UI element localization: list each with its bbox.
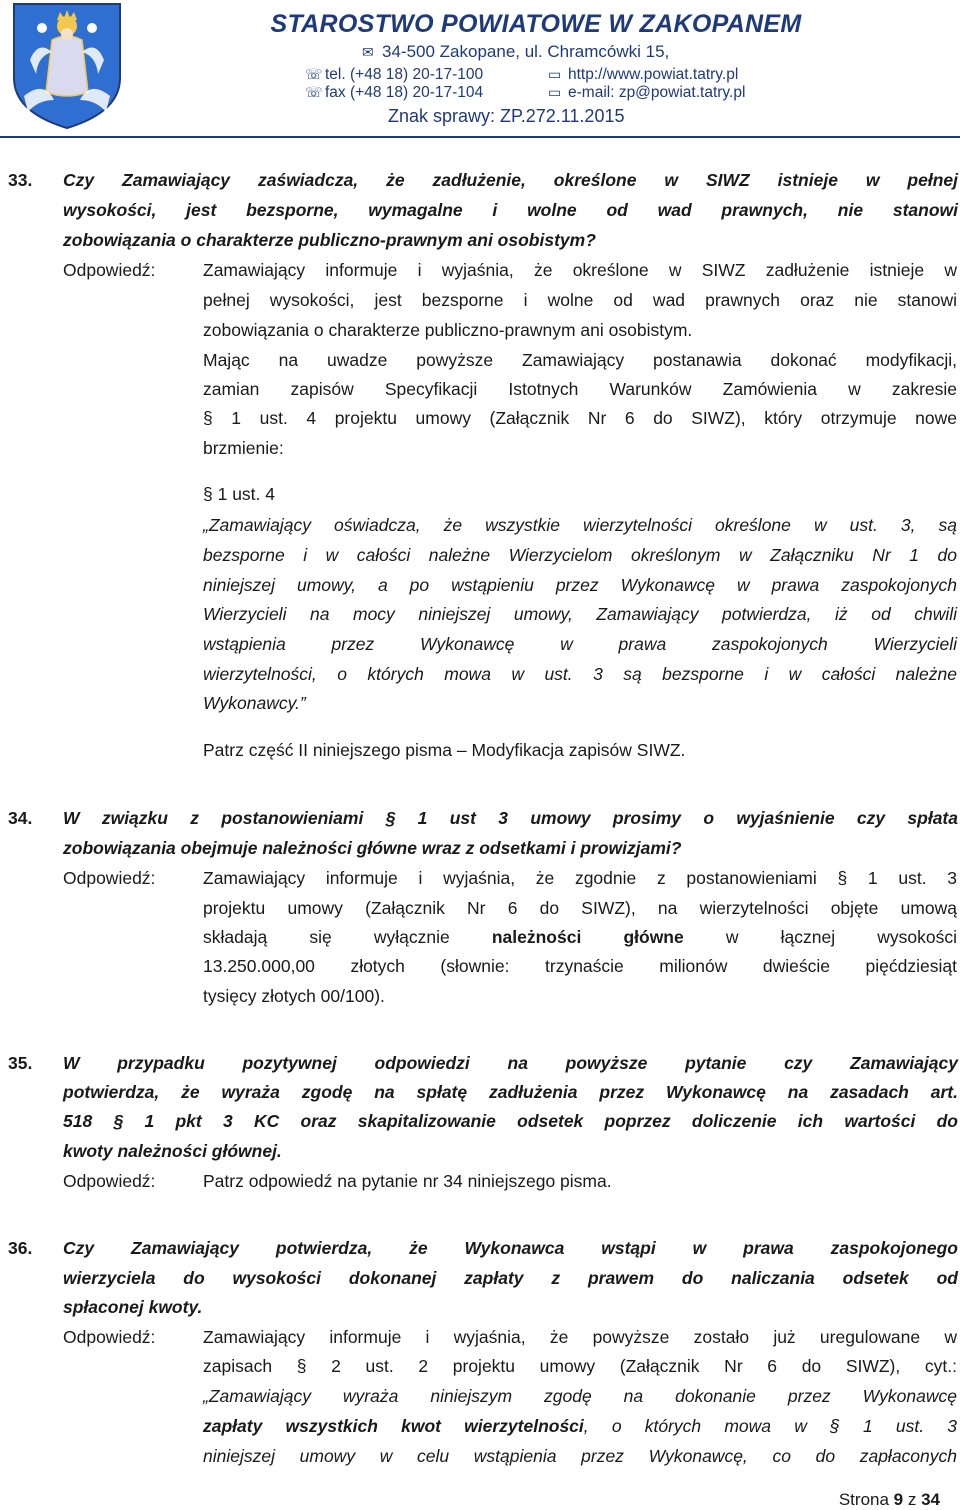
clause-heading: § 1 ust. 4	[203, 484, 275, 504]
quoted-clause: Wykonawcy.”	[203, 693, 306, 713]
question-number: 36.	[8, 1238, 33, 1258]
answer-text: projektu umowy (Załącznik Nr 6 do SIWZ), na wierzytelności objęte umową	[203, 898, 957, 918]
fax-phone-icon: ☏	[305, 84, 323, 100]
answer-text: brzmienie:	[203, 438, 284, 458]
quoted-clause: Wierzycieli na mocy niniejszej umowy, Zamawiający potwierdza, iż od chwili	[203, 604, 957, 624]
answer-text: zobowiązania o charakterze publiczno-prawnym ani osobistym.	[203, 320, 693, 340]
page-counter	[839, 1490, 940, 1510]
case-reference-number: Znak sprawy: ZP.272.11.2015	[388, 106, 625, 126]
answer-text: Zamawiający informuje i wyjaśnia, że określone w SIWZ zadłużenie istnieje w	[203, 260, 957, 280]
office-website[interactable]: ▭ http://www.powiat.tatry.pl	[548, 66, 739, 83]
question-text: 518 § 1 pkt 3 KC oraz skapitalizowanie odsetek poprzez doliczenie ich wartości do	[63, 1111, 958, 1131]
quoted-clause: wierzytelności, o których mowa w ust. 3 są bezsporne i w całości należne	[203, 664, 957, 684]
question-number: 35.	[8, 1053, 33, 1073]
answer-text: Mając na uwadze powyższe Zamawiający postanawia dokonać modyfikacji,	[203, 350, 957, 370]
question-number: 34.	[8, 808, 33, 828]
question-text: zobowiązania o charakterze publiczno-prawnym ani osobistym?	[63, 230, 596, 250]
question-text: potwierdza, że wyraża zgodę na spłatę zadłużenia przez Wykonawcę na zasadach art.	[63, 1082, 958, 1102]
quoted-clause: „Zamawiający wyraża niniejszym zgodę na dokonanie przez Wykonawcę	[203, 1386, 957, 1406]
office-phone: ☏ tel. (+48 18) 20-17-100	[305, 66, 484, 83]
header-divider	[0, 136, 960, 138]
answer-text-part: składają się wyłącznie	[203, 927, 492, 947]
quoted-emphasis: zapłaty wszystkich kwot wierzytelności	[203, 1416, 584, 1436]
page-counter-separator: z	[903, 1490, 922, 1509]
total-page-count: 34	[921, 1490, 940, 1509]
answer-text: 13.250.000,00 złotych (słownie: trzynaście milionów dwieście pięćdziesiąt	[203, 956, 957, 976]
office-name: STAROSTWO POWIATOWE W ZAKOPANEM	[270, 10, 802, 38]
answer-text-part: w łącznej wysokości	[683, 927, 957, 947]
letterhead	[0, 0, 960, 140]
quoted-clause-part: , o których mowa w § 1 ust. 3	[583, 1416, 957, 1436]
answer-label: Odpowiedź:	[63, 1327, 156, 1347]
question-text: wysokości, jest bezsporne, wymagalne i wolne od wad prawnych, nie stanowi	[63, 200, 958, 220]
quoted-clause: niniejszej umowy, a po wstąpieniu przez Wykonawcę w prawa zaspokojonych	[203, 575, 957, 595]
question-number: 33.	[8, 170, 33, 190]
answer-text: zapisach § 2 ust. 2 projektu umowy (Załącznik Nr 6 do SIWZ), cyt.:	[203, 1356, 957, 1376]
question-text: Czy Zamawiający zaświadcza, że zadłużenie, określone w SIWZ istnieje w pełnej	[63, 170, 958, 190]
computer-icon: ▭	[548, 66, 562, 82]
quoted-clause: niniejszej umowy w celu wstąpienia przez Wykonawcę, co do zapłaconych	[203, 1446, 957, 1466]
answer-text: Zamawiający informuje i wyjaśnia, że powyższe zostało już uregulowane w	[203, 1327, 957, 1347]
office-email[interactable]: ▭ e-mail: zp@powiat.tatry.pl	[548, 84, 746, 101]
quoted-clause	[203, 1416, 957, 1436]
question-text: W związku z postanowieniami § 1 ust 3 umowy prosimy o wyjaśnienie czy spłata	[63, 808, 958, 828]
question-text: kwoty należności głównej.	[63, 1141, 282, 1161]
answer-reference: Patrz część II niniejszego pisma – Modyfikacja zapisów SIWZ.	[203, 740, 686, 760]
answer-text: zamian zapisów Specyfikacji Istotnych Warunków Zamówienia w zakresie	[203, 379, 957, 399]
answer-label: Odpowiedź:	[63, 1171, 156, 1191]
question-text: W przypadku pozytywnej odpowiedzi na powyższe pytanie czy Zamawiający	[63, 1053, 958, 1073]
answer-text: Zamawiający informuje i wyjaśnia, że zgodnie z postanowieniami § 1 ust. 3	[203, 868, 957, 888]
computer-icon: ▭	[548, 84, 562, 100]
answer-text	[203, 927, 957, 947]
phone-icon: ☏	[305, 66, 323, 82]
quoted-clause: wstąpienia przez Wykonawcę w prawa zaspokojonych Wierzycieli	[203, 634, 957, 654]
question-text: wierzyciela do wysokości dokonanej zapłaty z prawem do naliczania odsetek od	[63, 1268, 958, 1288]
office-address: ✉ 34-500 Zakopane, ul. Chramcówki 15,	[362, 42, 670, 61]
question-text: zobowiązania obejmuje należności główne wraz z odsetkami i prowizjami?	[63, 838, 682, 858]
answer-emphasis: należności główne	[491, 927, 684, 947]
office-fax: ☏ fax (+48 18) 20-17-104	[305, 84, 484, 101]
envelope-icon: ✉	[362, 44, 374, 60]
answer-label: Odpowiedź:	[63, 868, 156, 888]
question-text: Czy Zamawiający potwierdza, że Wykonawca wstąpi w prawa zaspokojonego	[63, 1238, 958, 1258]
quoted-clause: bezsporne i w całości należne Wierzycielom określonym w Załączniku Nr 1 do	[203, 545, 957, 565]
answer-text: Patrz odpowiedź na pytanie nr 34 niniejszego pisma.	[203, 1171, 612, 1191]
current-page-number: 9	[893, 1490, 904, 1509]
answer-text: § 1 ust. 4 projektu umowy (Załącznik Nr 6 do SIWZ), który otrzymuje nowe	[203, 408, 957, 428]
answer-label: Odpowiedź:	[63, 260, 156, 280]
county-coat-of-arms-logo	[8, 0, 126, 130]
answer-text: tysięcy złotych 00/100).	[203, 986, 385, 1006]
answer-text: pełnej wysokości, jest bezsporne i wolne od wad prawnych oraz nie stanowi	[203, 290, 957, 310]
question-text: spłaconej kwoty.	[63, 1297, 203, 1317]
quoted-clause: „Zamawiający oświadcza, że wszystkie wierzytelności określone w ust. 3, są	[203, 515, 957, 535]
page-counter-prefix: Strona	[838, 1490, 894, 1509]
